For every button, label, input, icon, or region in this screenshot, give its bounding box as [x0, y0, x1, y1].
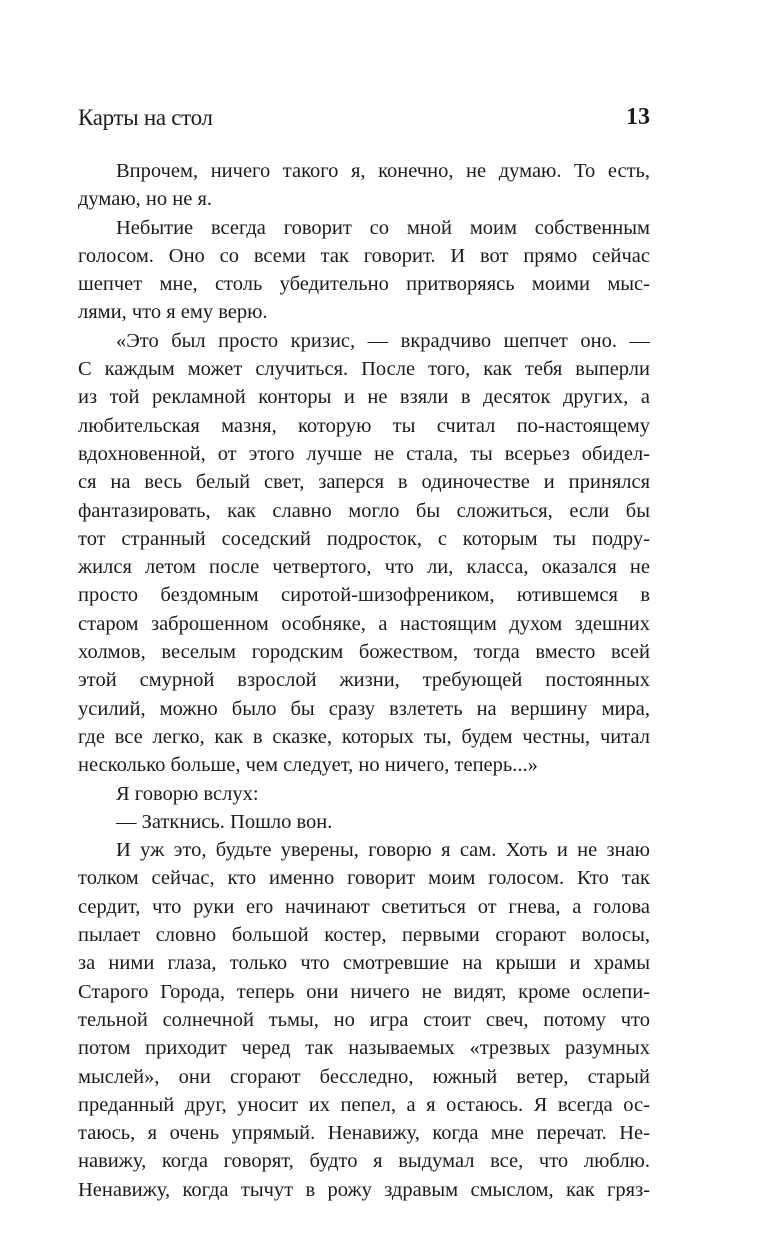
text-line: где все легко, как в сказке, которых ты, будем честны, читал [78, 725, 650, 748]
text-line: «Это был просто кризис, — вкрадчиво шепчет оно. — [116, 329, 650, 352]
text-line: Я говорю вслух: [116, 782, 259, 805]
text-line: таюсь, я очень упрямый. Ненавижу, когда мне перечат. Не- [78, 1122, 650, 1145]
text-line: тот странный соседский подросток, с которым ты подру- [78, 527, 650, 550]
text-line: толком сейчас, кто именно говорит моим голосом. Кто так [78, 867, 650, 890]
text-line: усилий, можно было бы сразу взлететь на вершину мира, [78, 697, 650, 720]
text-line: С каждым может случиться. После того, как тебя выперли [78, 358, 650, 381]
text-line: Старого Города, теперь они ничего не видят, кроме ослепи- [78, 980, 650, 1003]
text-line: просто бездомным сиротой-шизофреником, ютившемся в [78, 584, 650, 607]
text-line: вдохновенной, от этого лучше не стала, ты всерьез обидел- [78, 442, 650, 465]
body-text [78, 157, 650, 1204]
text-line: сердит, что руки его начинают светиться от гнева, а голова [78, 895, 650, 918]
text-line: из той рекламной конторы и не взяли в десяток других, а [78, 386, 650, 409]
text-line: шепчет мне, столь убедительно притворяясь моими мыс- [78, 273, 650, 296]
text-line: преданный друг, уносит их пепел, а я остаюсь. Я всегда ос- [78, 1093, 650, 1116]
text-line: холмов, веселым городским божеством, тогда вместо всей [78, 641, 650, 664]
text-line: старом заброшенном особняке, а настоящим духом здешних [78, 612, 650, 635]
running-title: Карты на стол [78, 105, 213, 130]
text-line: Небытие всегда говорит со мной моим собственным [116, 216, 650, 239]
text-line: навижу, когда говорят, будто я выдумал все, что люблю. [78, 1150, 650, 1173]
text-line: Впрочем, ничего такого я, конечно, не думаю. То есть, [116, 160, 650, 182]
text-line: фантазировать, как славно могло бы сложиться, если бы [78, 499, 650, 522]
text-line: голосом. Оно со всеми так говорит. И вот прямо сейчас [78, 244, 650, 267]
text-line: лями, что я ему верю. [78, 301, 268, 324]
text-line: Ненавижу, когда тычут в рожу здравым смыслом, как гряз- [78, 1178, 650, 1201]
text-line: ся на весь белый свет, заперся в одиночестве и принялся [78, 471, 650, 494]
text-line: за ними глаза, только что смотревшие на крыши и храмы [78, 952, 650, 975]
text-line: жился летом после четвертого, что ли, класса, оказался не [78, 556, 650, 579]
text-line: потом приходит черед так называемых «трезвых разумных [78, 1037, 650, 1060]
text-line: пылает словно большой костер, первыми сгорают волосы, [78, 924, 650, 947]
page-number: 13 [626, 104, 650, 130]
text-line: несколько больше, чем следует, но ничего, теперь...» [78, 754, 538, 777]
text-line: И уж это, будьте уверены, говорю я сам. Хоть и не знаю [116, 839, 650, 862]
text-line: думаю, но не я. [78, 188, 213, 211]
text-line: — Заткнись. Пошло вон. [116, 810, 333, 833]
text-line: любительская мазня, которую ты считал по-настоящему [78, 414, 650, 437]
text-line: этой смурной взрослой жизни, требующей постоянных [78, 669, 650, 692]
text-line: тельной солнечной тьмы, но игра стоит свеч, потому что [78, 1008, 650, 1031]
text-line: мыслей», они сгорают бесследно, южный ветер, старый [78, 1065, 650, 1088]
